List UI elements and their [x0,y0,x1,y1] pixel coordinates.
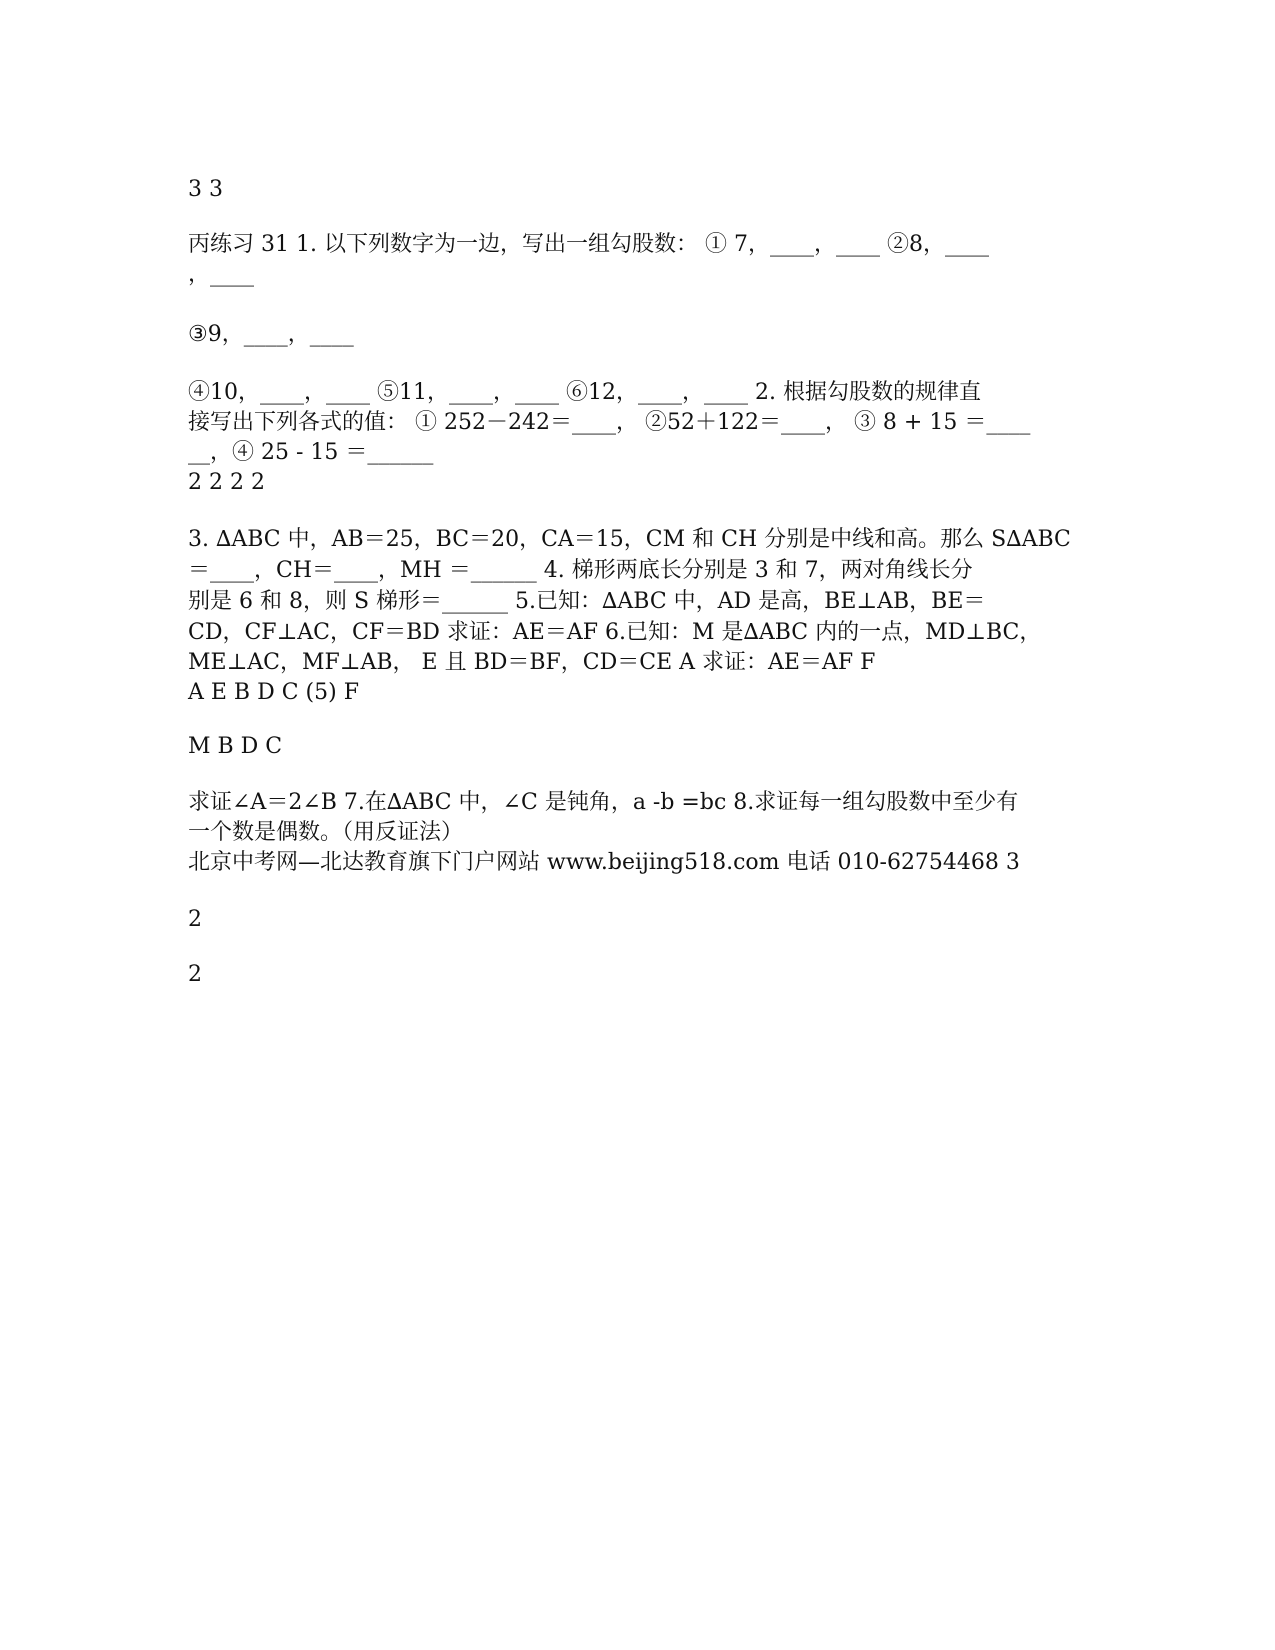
text-line-3: ，____ [188,262,255,287]
text-line-5: ④10，____，____ ⑤11，____，____ ⑥12，____，____ 2. 根据勾股数的规律直 [188,380,981,405]
text-line-14: A E B D C (5) F [188,680,359,705]
text-line-4: ③9，____，____ [188,322,354,347]
text-line-10: ＝____，CH＝____，MH ＝______ 4. 梯形两底长分别是 3 和 7，两对角线长分 [188,558,973,583]
text-line-7: __，④ 25 - 15 ＝______ [188,440,434,465]
text-line-1: 3 3 [188,177,223,202]
text-line-6: 接写出下列各式的值： ① 252－242＝____， ②52＋122＝____， ③ 8 + 15 ＝____ [188,410,1031,435]
text-line-9: 3. ∆ABC 中，AB＝25，BC＝20，CA＝15，CM 和 CH 分别是中线和高。那么 S∆ABC [188,527,1071,552]
text-line-13: ME⊥AC，MF⊥AB， E 且 BD＝BF，CD＝CE A 求证：AE＝AF F [188,650,876,675]
text-line-15: M B D C [188,734,283,759]
text-line-2: 丙练习 31 1. 以下列数字为一边，写出一组勾股数： ① 7，____，____ ②8，____ [188,232,989,257]
text-line-17: 一个数是偶数。（用反证法） [188,820,464,845]
text-line-16: 求证∠A＝2∠B 7.在∆ABC 中，∠C 是钝角，a -b =bc 8.求证每一组勾股数中至少有 [188,790,1019,815]
text-line-11: 别是 6 和 8，则 S 梯形＝______ 5.已知：∆ABC 中，AD 是高，BE⊥AB，BE＝ [188,589,986,614]
text-line-19: 2 [188,907,202,932]
text-line-8: 2 2 2 2 [188,470,265,495]
text-line-18: 北京中考网—北达教育旗下门户网站 www.beijing518.com 电话 010-62754468 3 [188,850,1020,875]
text-line-20: 2 [188,962,202,987]
text-line-12: CD，CF⊥AC，CF＝BD 求证：AE＝AF 6.已知：M 是∆ABC 内的一点，MD⊥BC， [188,620,1042,645]
